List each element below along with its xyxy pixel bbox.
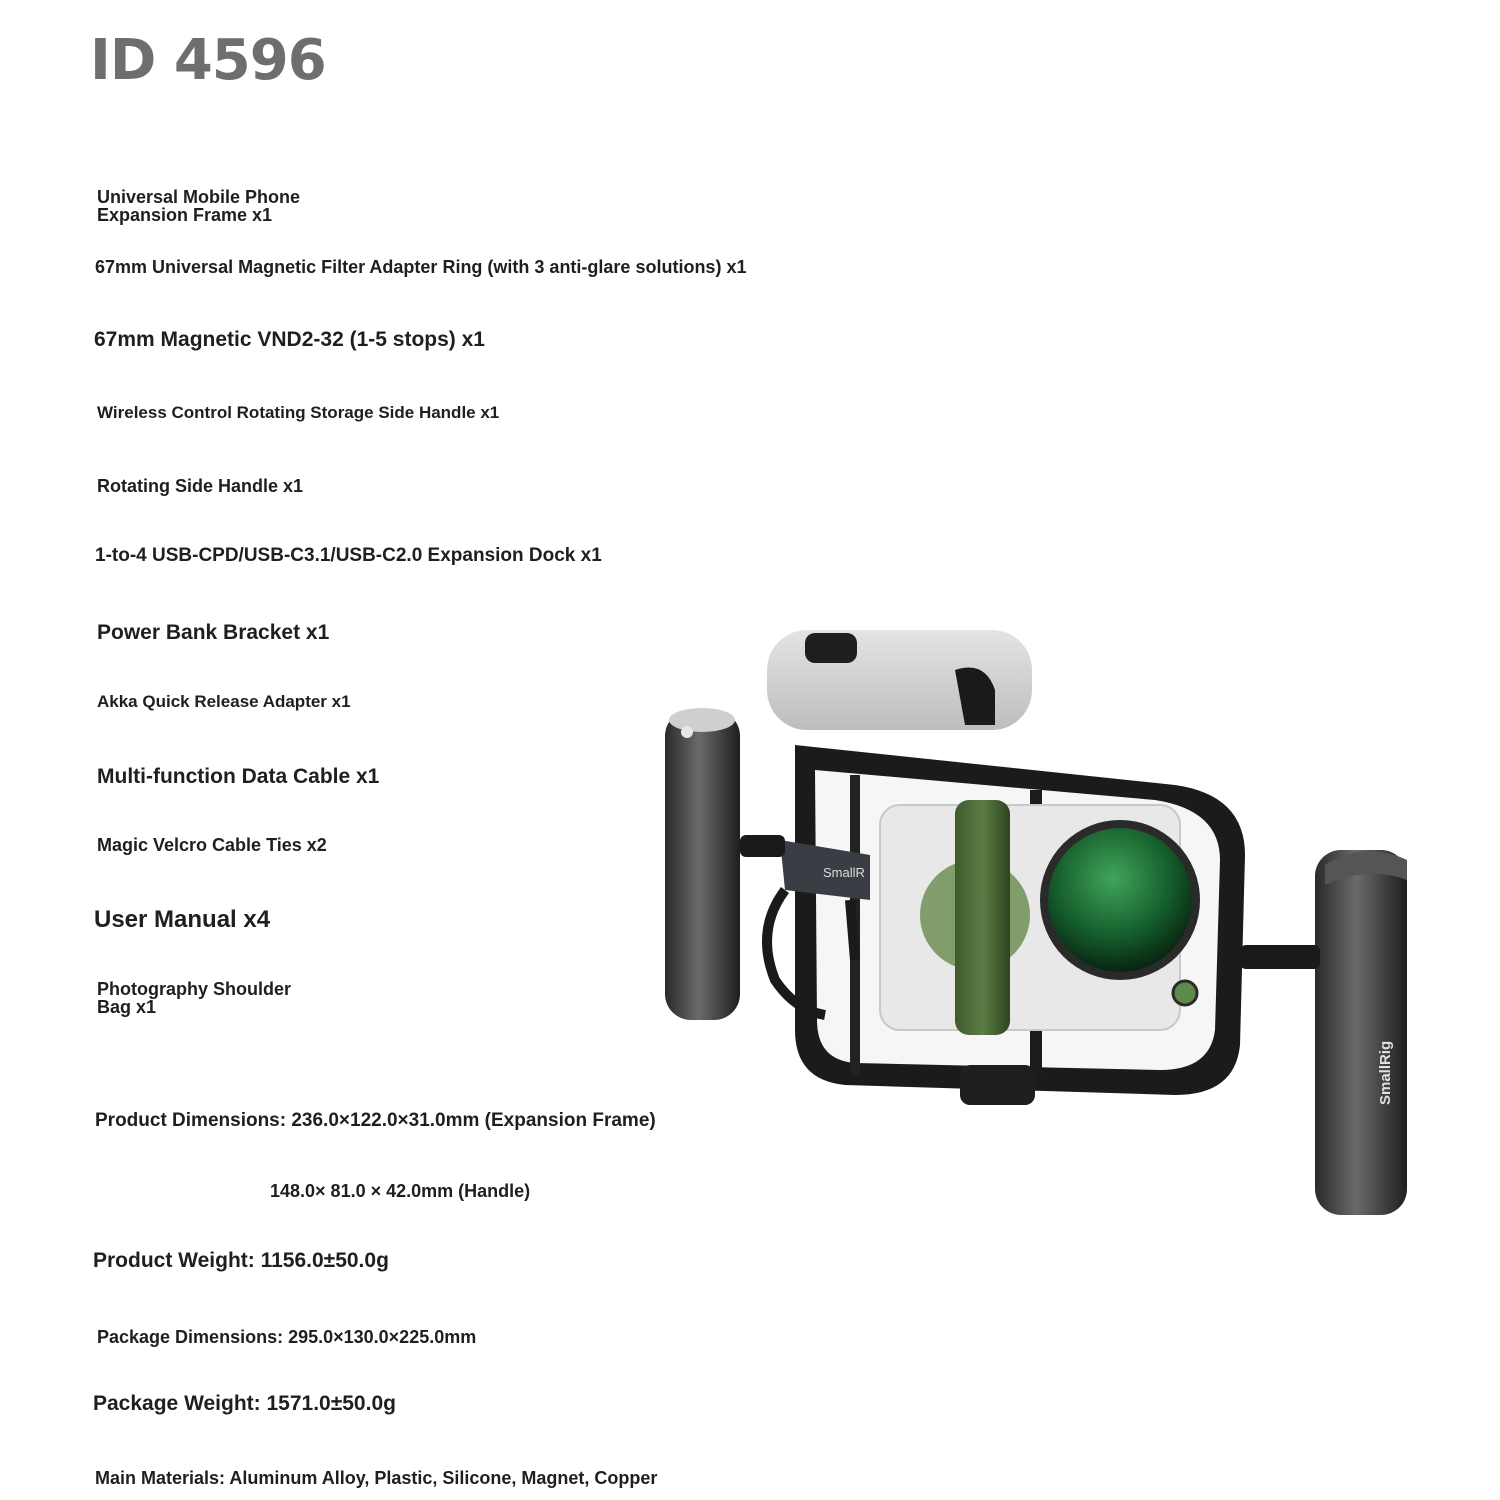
right-handle bbox=[1240, 850, 1407, 1215]
spec-materials: Main Materials: Aluminum Alloy, Plastic, Silicone, Magnet, Copper bbox=[95, 1468, 658, 1488]
list-item: 67mm Universal Magnetic Filter Adapter Ring (with 3 anti-glare solutions) x1 bbox=[95, 257, 747, 277]
list-item: Magic Velcro Cable Ties x2 bbox=[97, 835, 327, 855]
list-item: Power Bank Bracket x1 bbox=[97, 621, 330, 644]
spec-dimensions: Product Dimensions: 236.0×122.0×31.0mm (Expansion Frame) bbox=[95, 1110, 656, 1131]
spec-weight: Product Weight: 1156.0±50.0g bbox=[93, 1249, 389, 1272]
spec-package-weight: Package Weight: 1571.0±50.0g bbox=[93, 1392, 396, 1415]
list-item: Multi-function Data Cable x1 bbox=[97, 765, 380, 788]
list-item: Photography Shoulder Bag x1 bbox=[97, 979, 292, 1017]
spec-package-dimensions: Package Dimensions: 295.0×130.0×225.0mm bbox=[97, 1327, 477, 1347]
svg-text:SmallR: SmallR bbox=[823, 865, 865, 880]
list-item: Rotating Side Handle x1 bbox=[97, 476, 304, 496]
page-title: ID 4596 bbox=[90, 28, 326, 93]
list-item: Wireless Control Rotating Storage Side Handle x1 bbox=[97, 403, 500, 422]
list-item: Akka Quick Release Adapter x1 bbox=[97, 692, 351, 711]
list-item: User Manual x4 bbox=[94, 906, 271, 933]
cold-shoe bbox=[960, 1065, 1035, 1105]
power-bank bbox=[767, 630, 1032, 730]
list-item: 67mm Magnetic VND2-32 (1-5 stops) x1 bbox=[94, 328, 485, 351]
list-item: 1-to-4 USB-CPD/USB-C3.1/USB-C2.0 Expansion Dock x1 bbox=[95, 545, 602, 566]
list-item: Universal Mobile Phone Expansion Frame x1 bbox=[97, 187, 301, 225]
product-image bbox=[655, 625, 1425, 1220]
spec-dimensions-handle: 148.0× 81.0 × 42.0mm (Handle) bbox=[270, 1181, 531, 1201]
svg-text:SmallRig: SmallRig bbox=[1377, 1040, 1394, 1105]
left-handle bbox=[665, 708, 785, 1020]
